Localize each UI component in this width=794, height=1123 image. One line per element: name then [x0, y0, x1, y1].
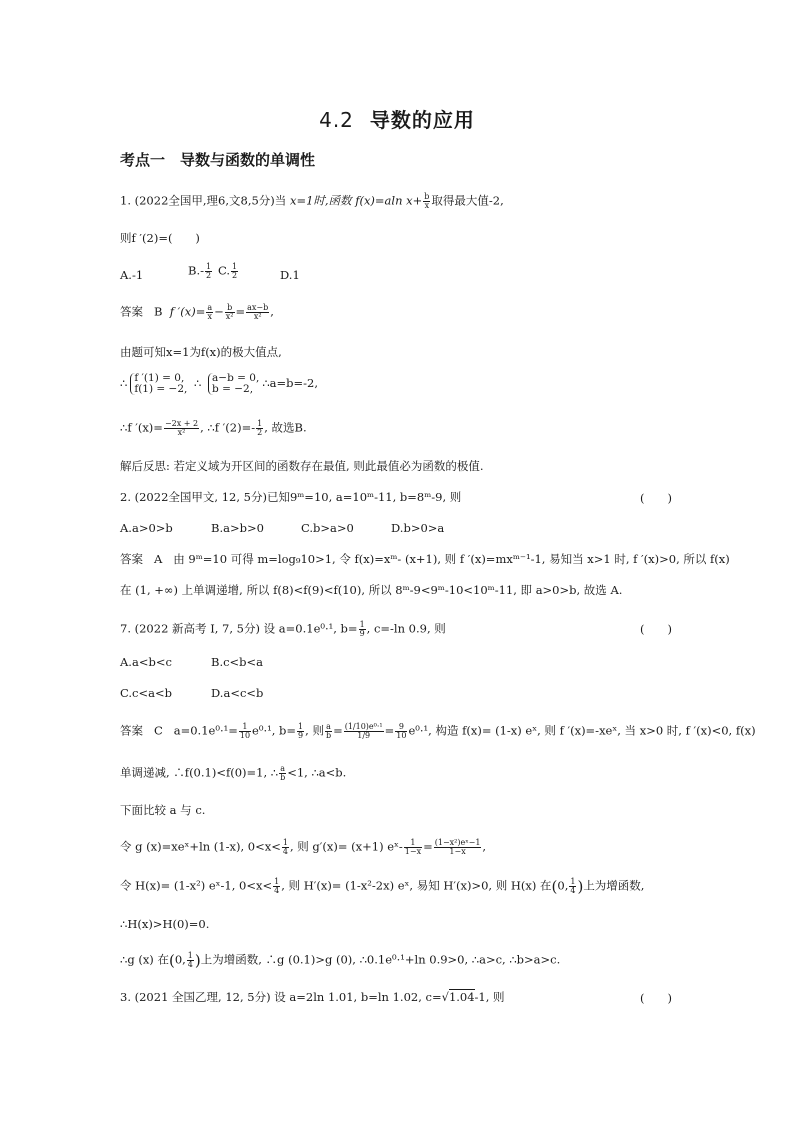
section-heading: 考点一 导数与函数的单调性 — [120, 151, 316, 169]
q1-option-b: B.- $\frac{1}{2}$ — [188, 262, 212, 280]
q1-stem: 1. (2022全国甲,理6,文8,5分)当 x=1时,函数 f(x)=aln x+ $\frac{b}{x}$ 取得最大值-2, — [120, 192, 504, 210]
q2-option-a: A.a>0>b — [120, 521, 173, 535]
q7-g-derivative: 令 g (x)=xeˣ+ln (1-x), 0<x< $\frac{1}{4}$ , 则 g′(x)= (x+1) eˣ- $\frac{1}{1-x}$ = $\frac{\text{(1−x²)eˣ−1}}{1-x}$ , — [120, 838, 487, 856]
q2-stem: 2. (2022全国甲文, 12, 5分)已知9ᵐ=10, a=10ᵐ-11, b=8ᵐ-9, 则 — [120, 490, 462, 504]
q2-answer-line1: 答案 A 由 9ᵐ=10 可得 m=log₉10>1, 令 f(x)=xᵐ- (x+1), 则 f ′(x)=mxᵐ⁻¹-1, 易知当 x>1 时, f ′(x)>0, 所以 f(x) — [120, 552, 730, 566]
q7-answer-line1: 答案 C a=0.1e⁰·¹= $\frac{1}{10}$ e⁰·¹, b= $\frac{1}{9}$ , 则 $\frac{a}{b}$ = $\frac{\text{(1/10)e⁰·¹}}{1/9}$ = $\frac{9}{10}$ e⁰·¹, 构造 f(x)= (1-x) eˣ, 则 f ′(x)=-xeˣ, 当 x>0 时, f ′(x)<0, f(x) — [120, 722, 756, 740]
q2-option-d: D.b>0>a — [391, 521, 445, 535]
q7-option-d: D.a<c<b — [211, 686, 264, 700]
q7-answer-blank: ( ) — [640, 622, 672, 636]
fraction: $\frac{b}{x}$ — [424, 192, 430, 210]
q7-h-function: 令 H(x)= (1-x²) eˣ-1, 0<x< $\frac{1}{4}$ , 则 H′(x)= (1-x²-2x) eˣ, 易知 H′(x)>0, 则 H(x) 在(0, $\frac{1}{4}$ )上为增函数, — [120, 877, 645, 896]
q1-answer-line4: ∴f ′(x)= $\frac{-2x + 2}{\text{x²}}$ , ∴f ′(2)=- $\frac{1}{2}$ , 故选B. — [120, 419, 307, 437]
q1-answer-line2: 由题可知x=1为f(x)的极大值点, — [120, 345, 282, 359]
q1-answer-line3: ∴ f ′(1) = 0, f(1) = −2, ∴ a−b = 0, b = −2, ∴a=b=-2, — [120, 372, 318, 395]
q7-answer-line2: 单调递减, ∴f(0.1)<f(0)=1, ∴ $\frac{a}{b}$ <1, ∴a<b. — [120, 764, 347, 782]
q7-option-c: C.c<a<b — [120, 686, 172, 700]
q7-conclusion: ∴g (x) 在(0, $\frac{1}{4}$ )上为增函数, ∴g (0.1)>g (0), ∴0.1e⁰·¹+ln 0.9>0, ∴a>c, ∴b>a>c. — [120, 951, 561, 970]
q1-answer: 答案 B f ′(x)= $\frac{a}{x}$ − $\frac{b}{\text{x²}}$ = $\frac{ax-b}{\text{x²}}$ , — [120, 303, 274, 321]
q3-stem: 3. (2021 全国乙理, 12, 5分) 设 a=2ln 1.01, b=ln 1.02, c=√1.04-1, 则 — [120, 990, 505, 1004]
q7-compare: 下面比较 a 与 c. — [120, 803, 206, 817]
q3-answer-blank: ( ) — [640, 991, 672, 1005]
q1-stem-line2: 则f ′(2)=( ) — [120, 231, 200, 245]
q2-answer-line2: 在 (1, +∞) 上单调递增, 所以 f(8)<f(9)<f(10), 所以 8ᵐ-9<9ᵐ-10<10ᵐ-11, 即 a>0>b, 故选 A. — [120, 583, 623, 597]
q2-option-b: B.a>b>0 — [211, 521, 264, 535]
page-title: 4.2 导数的应用 — [319, 108, 475, 132]
q1-reflection: 解后反思: 若定义域为开区间的函数存在最值, 则此最值必为函数的极值. — [120, 459, 484, 473]
q1-option-a: A.-1 — [120, 268, 144, 282]
q2-answer-blank: ( ) — [640, 491, 672, 505]
q7-stem: 7. (2022 新高考 Ⅰ, 7, 5分) 设 a=0.1e⁰·¹, b= $\frac{1}{9}$ , c=-ln 0.9, 则 — [120, 620, 446, 638]
q1-option-d: D.1 — [280, 268, 300, 282]
q2-option-c: C.b>a>0 — [301, 521, 354, 535]
q7-h-result: ∴H(x)>H(0)=0. — [120, 917, 210, 931]
q1-option-c: C. $\frac{1}{2}$ — [218, 262, 238, 280]
q7-option-a: A.a<b<c — [120, 655, 172, 669]
q7-option-b: B.c<b<a — [211, 655, 264, 669]
